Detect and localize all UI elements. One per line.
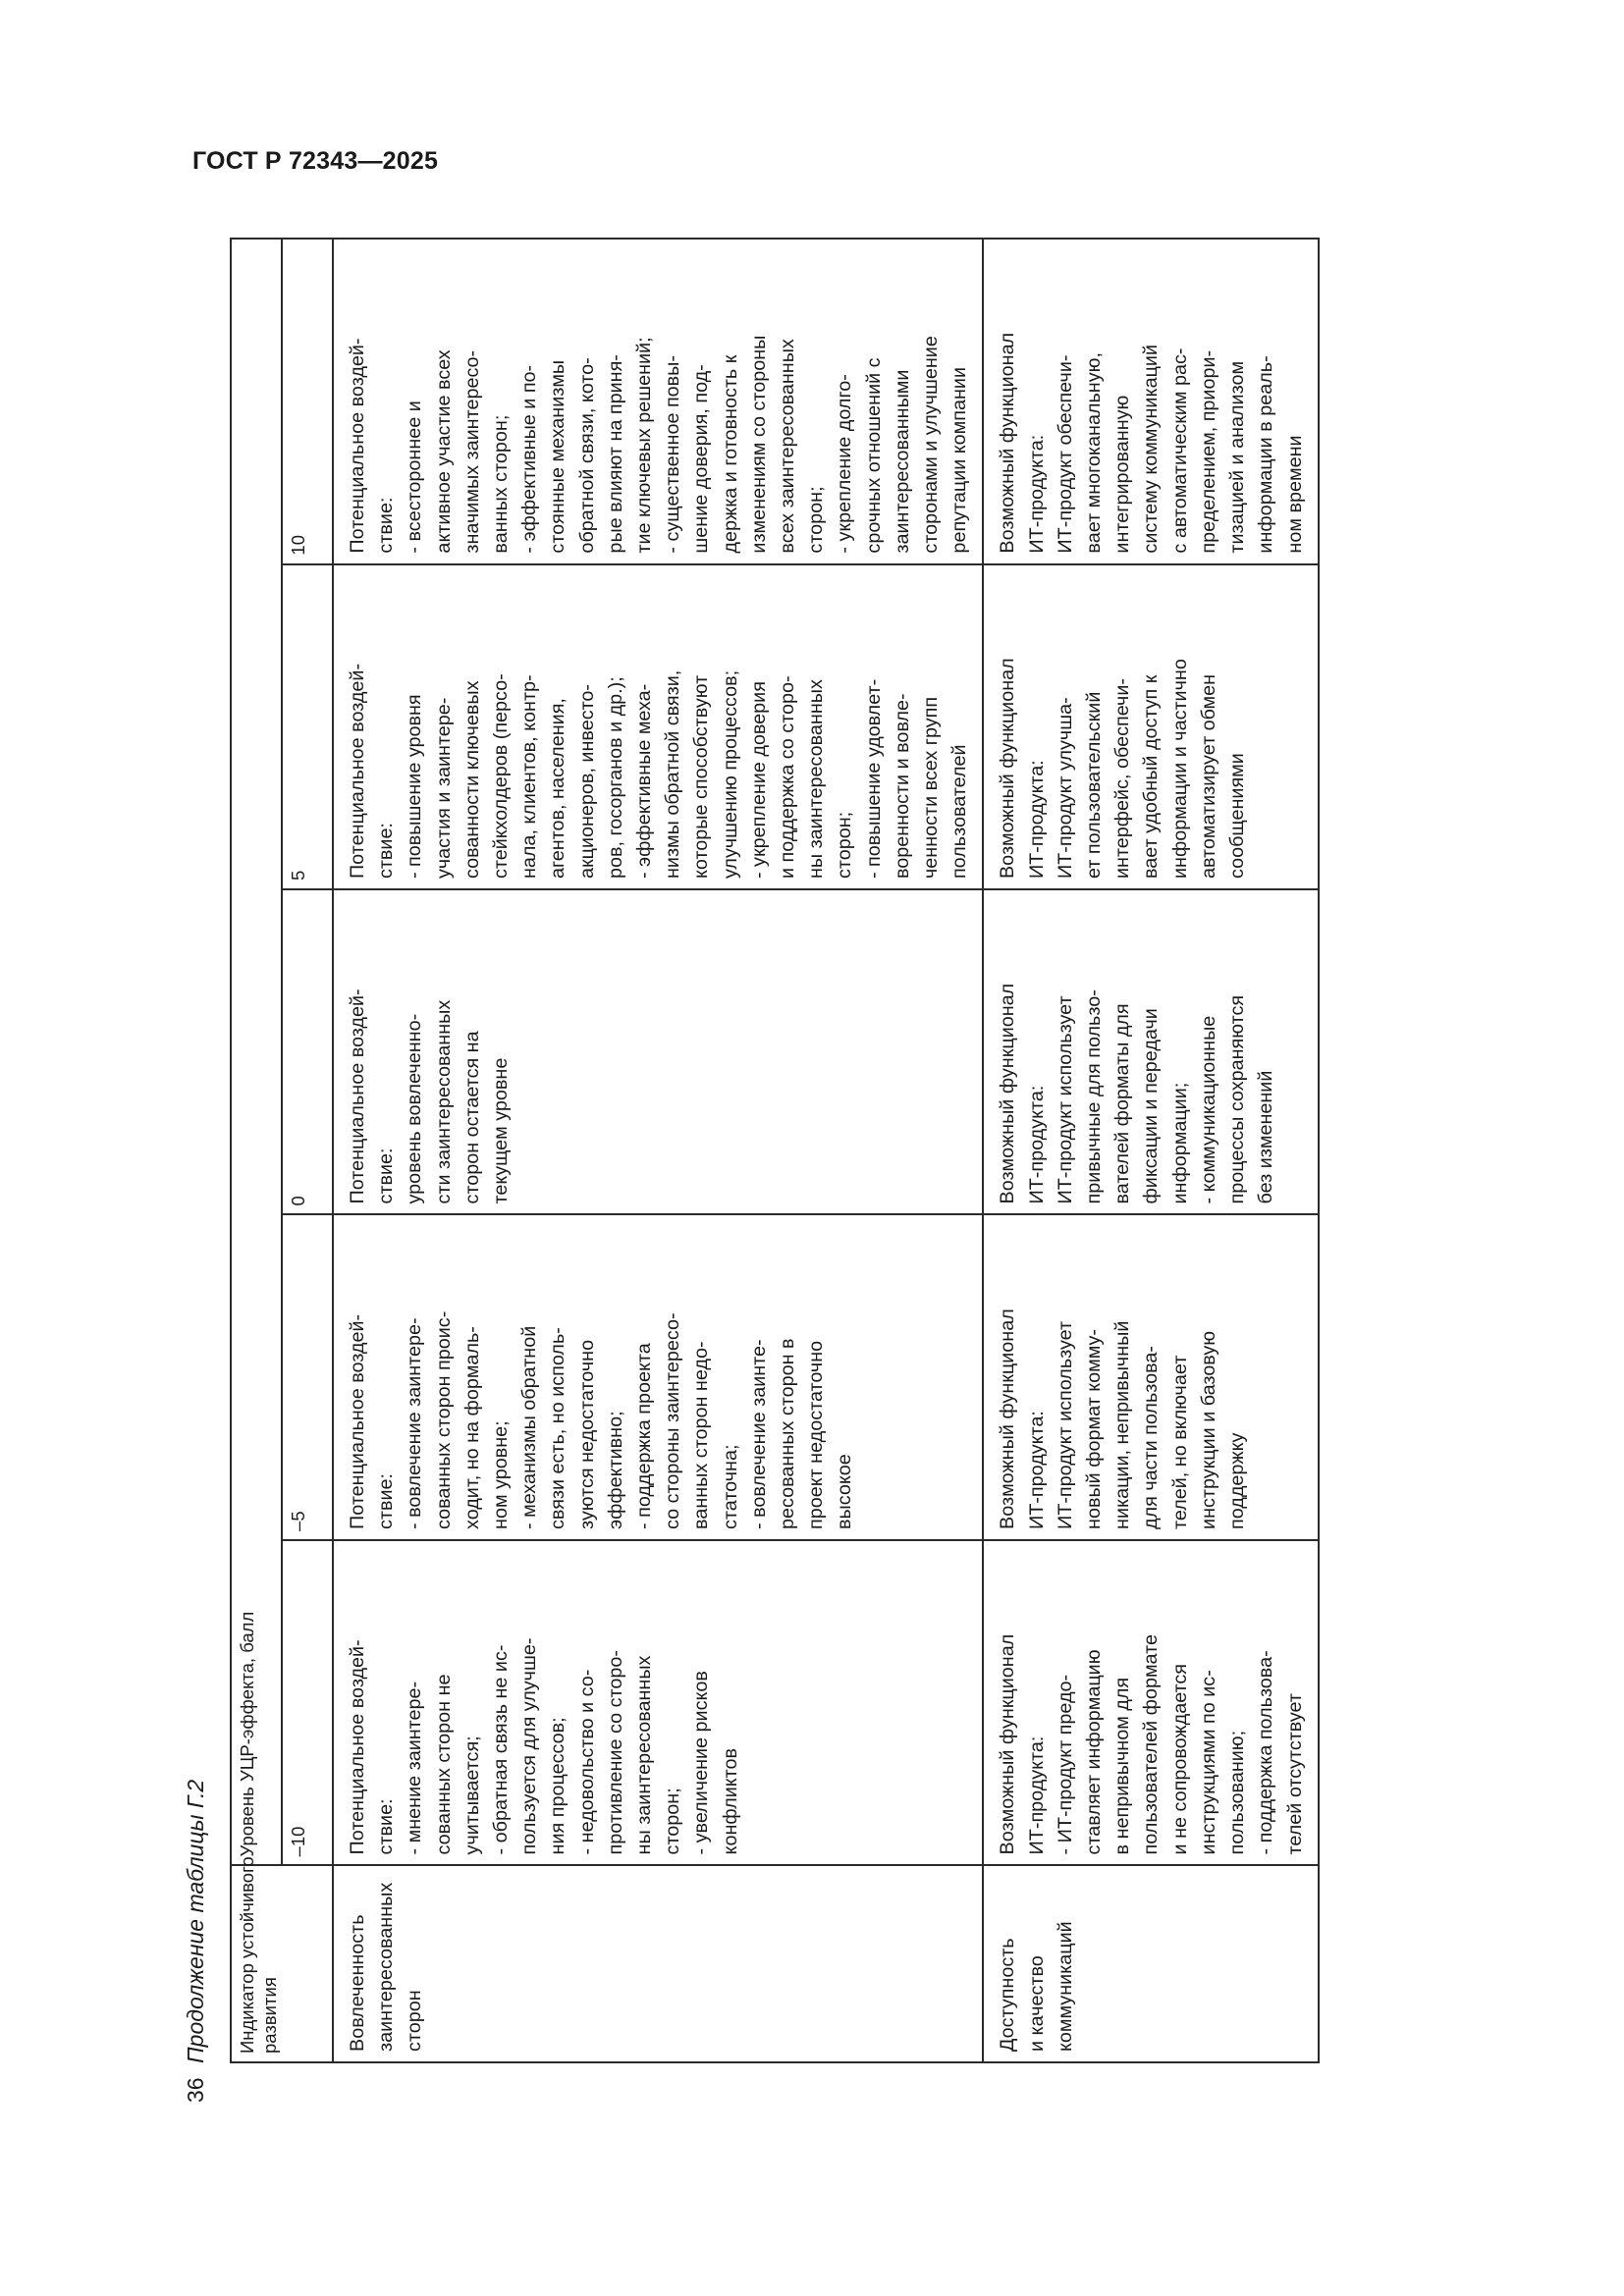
cell-line: значимых заинтересо- [460,349,483,554]
indicator-header-line: Индикатор устойчивого [237,1856,257,2054]
cell-line: никации, непривычный [1111,1320,1134,1529]
cell-line: текущем уровне [490,1057,513,1204]
cell-line: заинтересованных [375,1882,398,2052]
cell-line: ны заинтересованных [805,679,828,880]
cell-line: ном уровне; [490,1420,513,1529]
cell-line: ИТ-продукта: [1025,760,1048,880]
cell-line: - укрепление доверия [747,681,770,880]
cell-line: ИТ-продукт обеспечи- [1054,354,1076,554]
cell-line: ИТ-продукта: [1025,1411,1048,1529]
cell-line: ИТ-продукт использует [1054,1320,1076,1529]
cell-line: - всестороннее и [404,400,426,554]
level-header: Уровень УЦР-эффекта, балл [231,239,282,1865]
cell-line: заинтересованными [891,369,913,554]
cell-line: систему коммуникаций [1140,345,1163,554]
cell-line: ИТ-продукта: [1025,434,1048,554]
score-header: –10 [282,1540,333,1865]
cell-line: Вовлеченность [347,1914,368,2052]
cell-line: статочна; [719,1444,741,1529]
cell-line: процессы сохраняются [1226,994,1249,1204]
cell-line: зуются недостаточно [575,1339,598,1529]
cell-line: ет пользовательский [1083,691,1106,880]
cell-line: сообщениями [1226,753,1249,880]
cell-line: сторон; [805,486,828,554]
cell-line: всех заинтересованных [777,339,799,554]
cell-line: поддержку [1226,1432,1249,1529]
cell-line: сторонами и улучшение [920,336,943,554]
cell-line: Возможный функционал [997,332,1019,554]
score-cell [983,1215,1318,1540]
cell-line: сторон; [662,1788,684,1855]
cell-line: сторон остается на [460,1031,483,1204]
cell-line: вает удобный доступ к [1140,674,1163,880]
cell-line: Потенциальное воздей- [347,1639,368,1855]
page-number: 36 [183,2077,208,2103]
cell-line: которые способствуют [690,674,713,880]
cell-line: - поддержка проекта [633,1343,656,1529]
cell-line: тизацией и анализом [1226,360,1249,554]
score-cell [333,1540,983,1865]
cell-line: Доступность [997,1938,1019,2052]
score-header: 10 [282,239,333,564]
score-cell [983,889,1318,1214]
score-header: –5 [282,1215,333,1540]
indicator-header [231,1856,333,2062]
cell-line: ствие: [375,823,398,880]
cell-line: Возможный функционал [997,1633,1019,1855]
cell-line: сти заинтересованных [432,999,455,1204]
cell-line: Потенциальное воздей- [347,1313,368,1529]
criteria-table [230,238,1320,2063]
cell-line: связи есть, но исполь- [547,1327,569,1529]
cell-line: - укрепление долго- [834,374,856,554]
cell-line: Потенциальное воздей- [347,988,368,1204]
score-cell [983,239,1318,564]
table-body [333,239,1319,2062]
cell-line: ИТ-продукт улучша- [1054,697,1076,880]
cell-line: без изменений [1255,1070,1277,1204]
cell-line: - недовольство и со- [575,1669,598,1855]
table-row [333,239,983,2062]
cell-line: пользователей формате [1140,1634,1163,1855]
cell-line: улучшению процессов; [719,669,741,880]
cell-line: шение доверия, под- [690,364,713,554]
cell-line: воренности и вовле- [891,693,913,880]
cell-line: ИТ-продукт использует [1054,995,1076,1204]
indicator-cell [983,1865,1318,2062]
cell-line: со стороны заинтересо- [662,1312,684,1529]
cell-line: - коммуникационные [1197,1015,1219,1204]
score-cell [333,1215,983,1540]
score-header: 0 [282,889,333,1214]
cell-line: ходит, но на формаль- [460,1326,483,1529]
cell-line: телей, но включает [1168,1355,1191,1529]
cell-line: сованности ключевых [460,680,483,880]
cell-line: ствие: [375,497,398,554]
cell-line: агентов, населения, [547,698,569,880]
cell-line: ния процессов; [547,1717,569,1855]
cell-line: - вовлечение заинте- [747,1339,770,1529]
cell-line: инструкции и базовую [1197,1330,1219,1529]
cell-line: участия и заинтере- [432,697,455,880]
cell-line: - эффективные и по- [518,364,541,554]
cell-line: активное участие всех [432,349,455,554]
cell-line: Потенциальное воздей- [347,338,368,554]
cell-line: пользуется для улучше- [518,1637,541,1855]
cell-line: сованных сторон проис- [432,1310,455,1529]
cell-line: высокое [834,1454,856,1529]
cell-line: Возможный функционал [997,983,1019,1204]
rotated-page-content [183,247,1312,2103]
cell-line: Возможный функционал [997,1308,1019,1529]
cell-line: ствие: [375,1148,398,1204]
cell-line: - существенное повы- [662,355,684,554]
cell-line: ном времени [1283,435,1306,554]
cell-line: Возможный функционал [997,658,1019,880]
cell-line: фиксации и передачи [1140,1008,1163,1204]
cell-line: и качество [1025,1955,1048,2052]
cell-line: ставляет информацию [1083,1649,1106,1855]
score-cell [983,564,1318,889]
cell-line: стейкхолдеров (персо- [490,673,513,880]
score-cell [333,889,983,1214]
score-cell [333,564,983,889]
table-caption: Продолжение таблицы Г.2 [183,1779,208,2063]
cell-line: тие ключевых решений; [633,337,656,554]
cell-line: сторон; [834,811,856,880]
cell-line: новый формат комму- [1083,1328,1106,1529]
table-row [983,239,1318,2062]
cell-line: - повышение удовлет- [862,678,885,880]
indicator-cell [333,1865,983,2062]
cell-line: конфликтов [719,1747,741,1855]
cell-line: - вовлечение заинтере- [404,1317,426,1529]
cell-line: интерфейс, обеспечи- [1111,678,1134,880]
cell-line: проект недостаточно [805,1340,828,1529]
cell-line: интегрированную [1111,395,1134,554]
cell-line: ресованных сторон в [777,1338,799,1529]
cell-line: телей отсутствует [1283,1693,1306,1855]
cell-line: в непривычном для [1111,1677,1134,1855]
document-header: ГОСТ Р 72343—2025 [192,147,439,175]
cell-line: вает многоканальную, [1083,352,1106,554]
cell-line: информации в реаль- [1255,355,1277,554]
cell-line: сованных сторон не [432,1674,455,1855]
cell-line: информации и частично [1168,659,1191,880]
cell-line: - повышение уровня [404,694,426,880]
cell-line: уровень вовлеченно- [404,1013,426,1204]
cell-line: акционеров, инвесто- [575,683,598,880]
cell-line: ны заинтересованных [633,1655,656,1855]
cell-line: - обратная связь не ис- [490,1644,513,1855]
cell-line: - мнение заинтере- [404,1681,426,1855]
cell-line: ченности всех групп [920,696,943,880]
cell-line: держка и готовность к [719,354,741,554]
cell-line: рые влияют на приня- [604,354,626,554]
score-cell [983,1540,1318,1865]
cell-line: сторон [404,1990,426,2052]
cell-line: - механизмы обратной [518,1325,541,1529]
cell-line: и не сопровождается [1168,1664,1191,1855]
cell-line: низмы обратной связи, [662,669,684,880]
cell-line: ствие: [375,1472,398,1529]
cell-line: противление со сторо- [604,1650,626,1855]
cell-line: информации; [1168,1082,1191,1204]
cell-line: стоянные механизмы [547,359,569,554]
cell-line: инструкциями по ис- [1197,1670,1219,1855]
cell-line: вателей форматы для [1111,1003,1134,1204]
cell-line: обратной связи, кото- [575,357,598,554]
cell-line: с автоматическим рас- [1168,347,1191,554]
cell-line: Потенциальное воздей- [347,663,368,880]
cell-line: изменениям со стороны [747,335,770,554]
cell-line: привычные для пользо- [1083,989,1106,1204]
cell-line: пользованию; [1226,1730,1249,1855]
cell-line: ИТ-продукта: [1025,1735,1048,1855]
cell-line: - поддержка пользова- [1255,1650,1277,1855]
cell-line: ствие: [375,1798,398,1855]
cell-line: автоматизирует обмен [1197,673,1219,880]
cell-line: нала, клиентов, контр- [518,674,541,880]
score-header: 5 [282,564,333,889]
cell-line: - увеличение рисков [690,1671,713,1855]
cell-line: пределением, приори- [1197,349,1219,554]
cell-line: ванных сторон недо- [690,1341,713,1529]
cell-line: ИТ-продукта: [1025,1085,1048,1204]
indicator-header-line: развития [259,1977,280,2054]
cell-line: ванных сторон; [490,414,513,554]
cell-line: срочных отношений с [862,357,885,554]
cell-line: репутации компании [948,366,971,554]
cell-line: ров, госорганов и др.); [604,676,626,880]
cell-line: учитывается; [460,1735,483,1855]
cell-line: - ИТ-продукт предо- [1054,1674,1076,1855]
cell-line: и поддержка со сторо- [777,675,799,880]
cell-line: пользователей [948,744,971,880]
score-cell [333,239,983,564]
cell-line: для части пользова- [1140,1346,1163,1529]
cell-line: эффективно; [604,1411,626,1529]
cell-line: - эффективные меха- [633,683,656,880]
cell-line: коммуникаций [1054,1921,1076,2052]
